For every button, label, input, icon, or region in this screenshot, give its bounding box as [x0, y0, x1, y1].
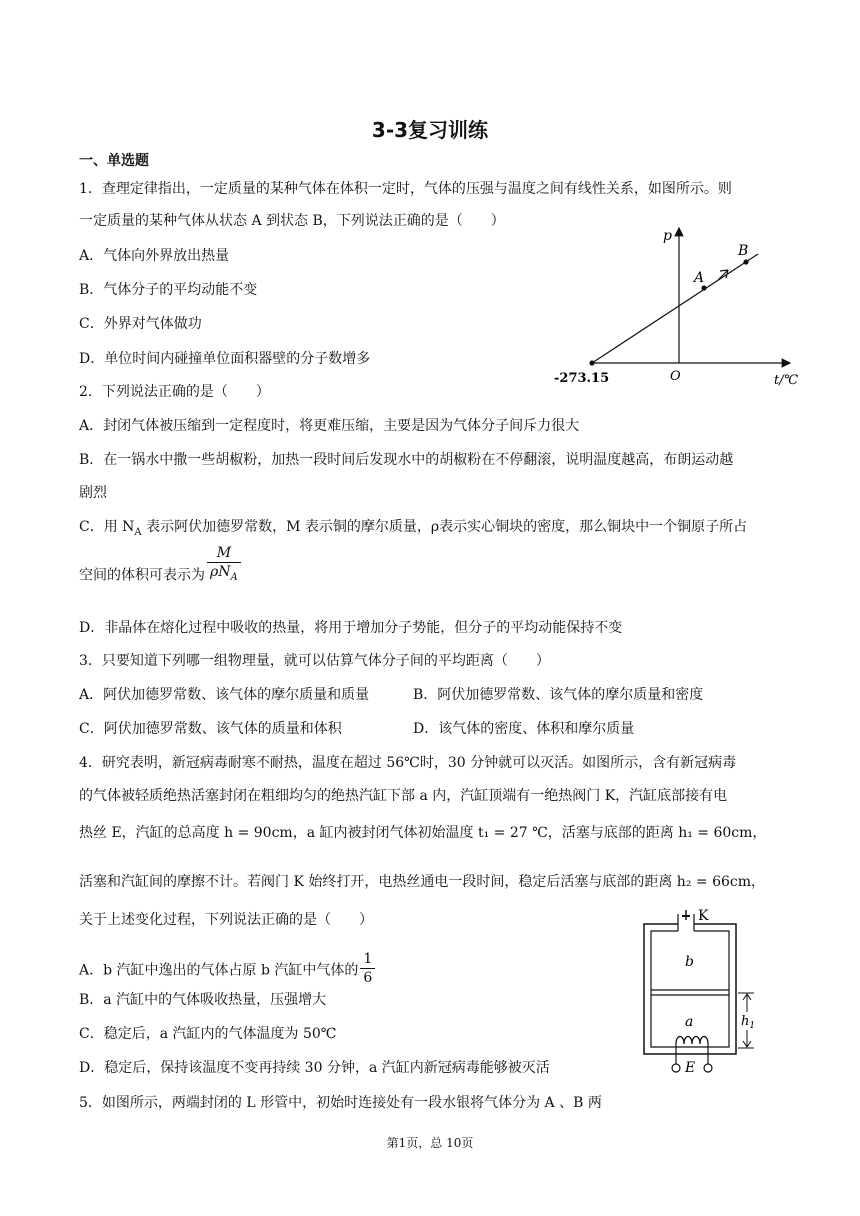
q5-stem-line1: 5．如图所示，两端封闭的 L 形管中，初始时连接处有一段水银将气体分为 A 、B 两 — [79, 1095, 602, 1111]
q2-option-c-part2: 表示阿伏加德罗常数，M 表示铜的摩尔质量，ρ表示实心铜块的密度，那么铜块中一个铜原子所占 — [141, 519, 748, 535]
fraction-den-sub: A — [230, 571, 238, 583]
q3-option-d: D．该气体的密度、体积和摩尔质量 — [413, 721, 635, 737]
q4-option-c: C．稳定后，a 汽缸内的气体温度为 50℃ — [79, 1026, 337, 1042]
q1-stem-line2: 一定质量的某种气体从状态 A 到状态 B，下列说法正确的是（ ） — [79, 213, 505, 229]
height-label-main: h — [741, 1014, 750, 1029]
q2-option-a: A．封闭气体被压缩到一定程度时，将更难压缩，主要是因为气体分子间斥力很大 — [79, 418, 580, 434]
q2-option-b-line2: 剧烈 — [79, 485, 107, 501]
cylinder-diagram — [630, 904, 770, 1084]
q2-option-c-line2 — [79, 545, 241, 597]
q2-option-b-line1: B．在一锅水中撒一些胡椒粉，加热一段时间后发现水中的胡椒粉在不停翻滚，说明温度越高，布朗运动越 — [79, 452, 734, 468]
heating-coil — [676, 1037, 708, 1045]
q2-option-c-line1 — [79, 517, 747, 543]
fraction-numerator: 1 — [360, 950, 375, 969]
terminal-left — [672, 1064, 680, 1072]
isochore-line — [592, 254, 758, 363]
q4-stem-line3: 热丝 E，汽缸的总高度 h = 90cm，a 缸内被封闭气体初始温度 t₁ = 27 ℃，活塞与底部的距离 h₁ = 60cm， — [79, 825, 767, 841]
q4-option-b: B．a 汽缸中的气体吸收热量，压强增大 — [79, 992, 327, 1008]
height-label-sub: 1 — [749, 1021, 756, 1031]
q4-stem-line4: 活塞和汽缸间的摩擦不计。若阀门 K 始终打开，电热丝通电一段时间，稳定后活塞与底部的距离 h₂ = 66cm， — [79, 874, 765, 890]
q4-stem-line5: 关于上述变化过程，下列说法正确的是（ ） — [79, 912, 373, 928]
molar-volume-fraction — [207, 544, 241, 587]
q3-option-a: A．阿伏加德罗常数、该气体的摩尔质量和质量 — [79, 687, 370, 703]
direction-arrow — [718, 270, 728, 280]
q4-option-d: D．稳定后，保持该温度不变再持续 30 分钟，a 汽缸内新冠病毒能够被灭活 — [79, 1060, 550, 1076]
y-axis-label: p — [663, 228, 672, 244]
q3-option-c: C．阿伏加德罗常数、该气体的质量和体积 — [79, 721, 342, 737]
start-point — [589, 360, 594, 365]
escaped-gas-fraction — [360, 950, 375, 987]
fraction-den-text: ρN — [210, 564, 231, 580]
q1-option-b: B．气体分子的平均动能不变 — [79, 282, 258, 298]
heater-label: E — [685, 1060, 696, 1076]
q2-option-c-sub: A — [134, 526, 142, 538]
fraction-denominator: 6 — [363, 970, 373, 986]
chamber-a-label: a — [685, 1014, 694, 1030]
pt-graph — [540, 222, 820, 392]
q2-option-c-text: 空间的体积可表示为 — [79, 567, 205, 584]
q1-stem-line1: 1．查理定律指出，一定质量的某种气体在体积一定时，气体的压强与温度之间有线性关系，如图所示。则 — [79, 181, 732, 197]
cylinder-outer-wall — [644, 924, 736, 1054]
q2-stem: 2．下列说法正确的是（ ） — [79, 384, 270, 400]
q4-stem-line1: 4．研究表明，新冠病毒耐寒不耐热，温度在超过 56℃时，30 分钟就可以灭活。如图所示，含有新冠病毒 — [79, 755, 737, 771]
chamber-b-label: b — [685, 954, 694, 970]
origin-label: O — [670, 369, 681, 384]
point-b-label: B — [738, 243, 749, 259]
point-a-label: A — [694, 270, 705, 286]
intercept-label: -273.15 — [554, 371, 610, 386]
page-footer: 第1页，总 10页 — [386, 1136, 474, 1150]
fraction-denominator — [207, 563, 241, 587]
fraction-numerator: M — [207, 544, 241, 563]
q1-option-c: C．外界对气体做功 — [79, 316, 202, 332]
x-axis-label: t/℃ — [774, 373, 799, 388]
q3-stem: 3．只要知道下列哪一组物理量，就可以估算气体分子间的平均距离（ ） — [79, 653, 550, 669]
point-b — [743, 259, 748, 264]
point-a — [701, 285, 706, 290]
q3-option-b: B．阿伏加德罗常数、该气体的摩尔质量和密度 — [413, 687, 704, 703]
page-title: 3-3复习训练 — [371, 118, 489, 142]
q2-option-d: D．非晶体在熔化过程中吸收的热量，将用于增加分子势能，但分子的平均动能保持不变 — [79, 620, 623, 636]
q1-option-d: D．单位时间内碰撞单位面积器壁的分子数增多 — [79, 351, 371, 367]
q4-option-a-text: A．b 汽缸中逸出的气体占原 b 汽缸中气体的 — [79, 962, 359, 979]
terminal-right — [704, 1064, 712, 1072]
height-label — [741, 1014, 755, 1031]
valve-label: K — [698, 908, 709, 924]
section-heading: 一、单选题 — [79, 153, 149, 169]
q4-stem-line2: 的气体被轻质绝热活塞封闭在粗细均匀的绝热汽缸下部 a 内，汽缸顶端有一绝热阀门 K，汽缸底部接有电 — [79, 788, 728, 804]
q4-option-a — [79, 952, 375, 989]
q1-option-a: A．气体向外界放出热量 — [79, 248, 230, 264]
q2-option-c-part1: C．用 N — [79, 519, 135, 535]
